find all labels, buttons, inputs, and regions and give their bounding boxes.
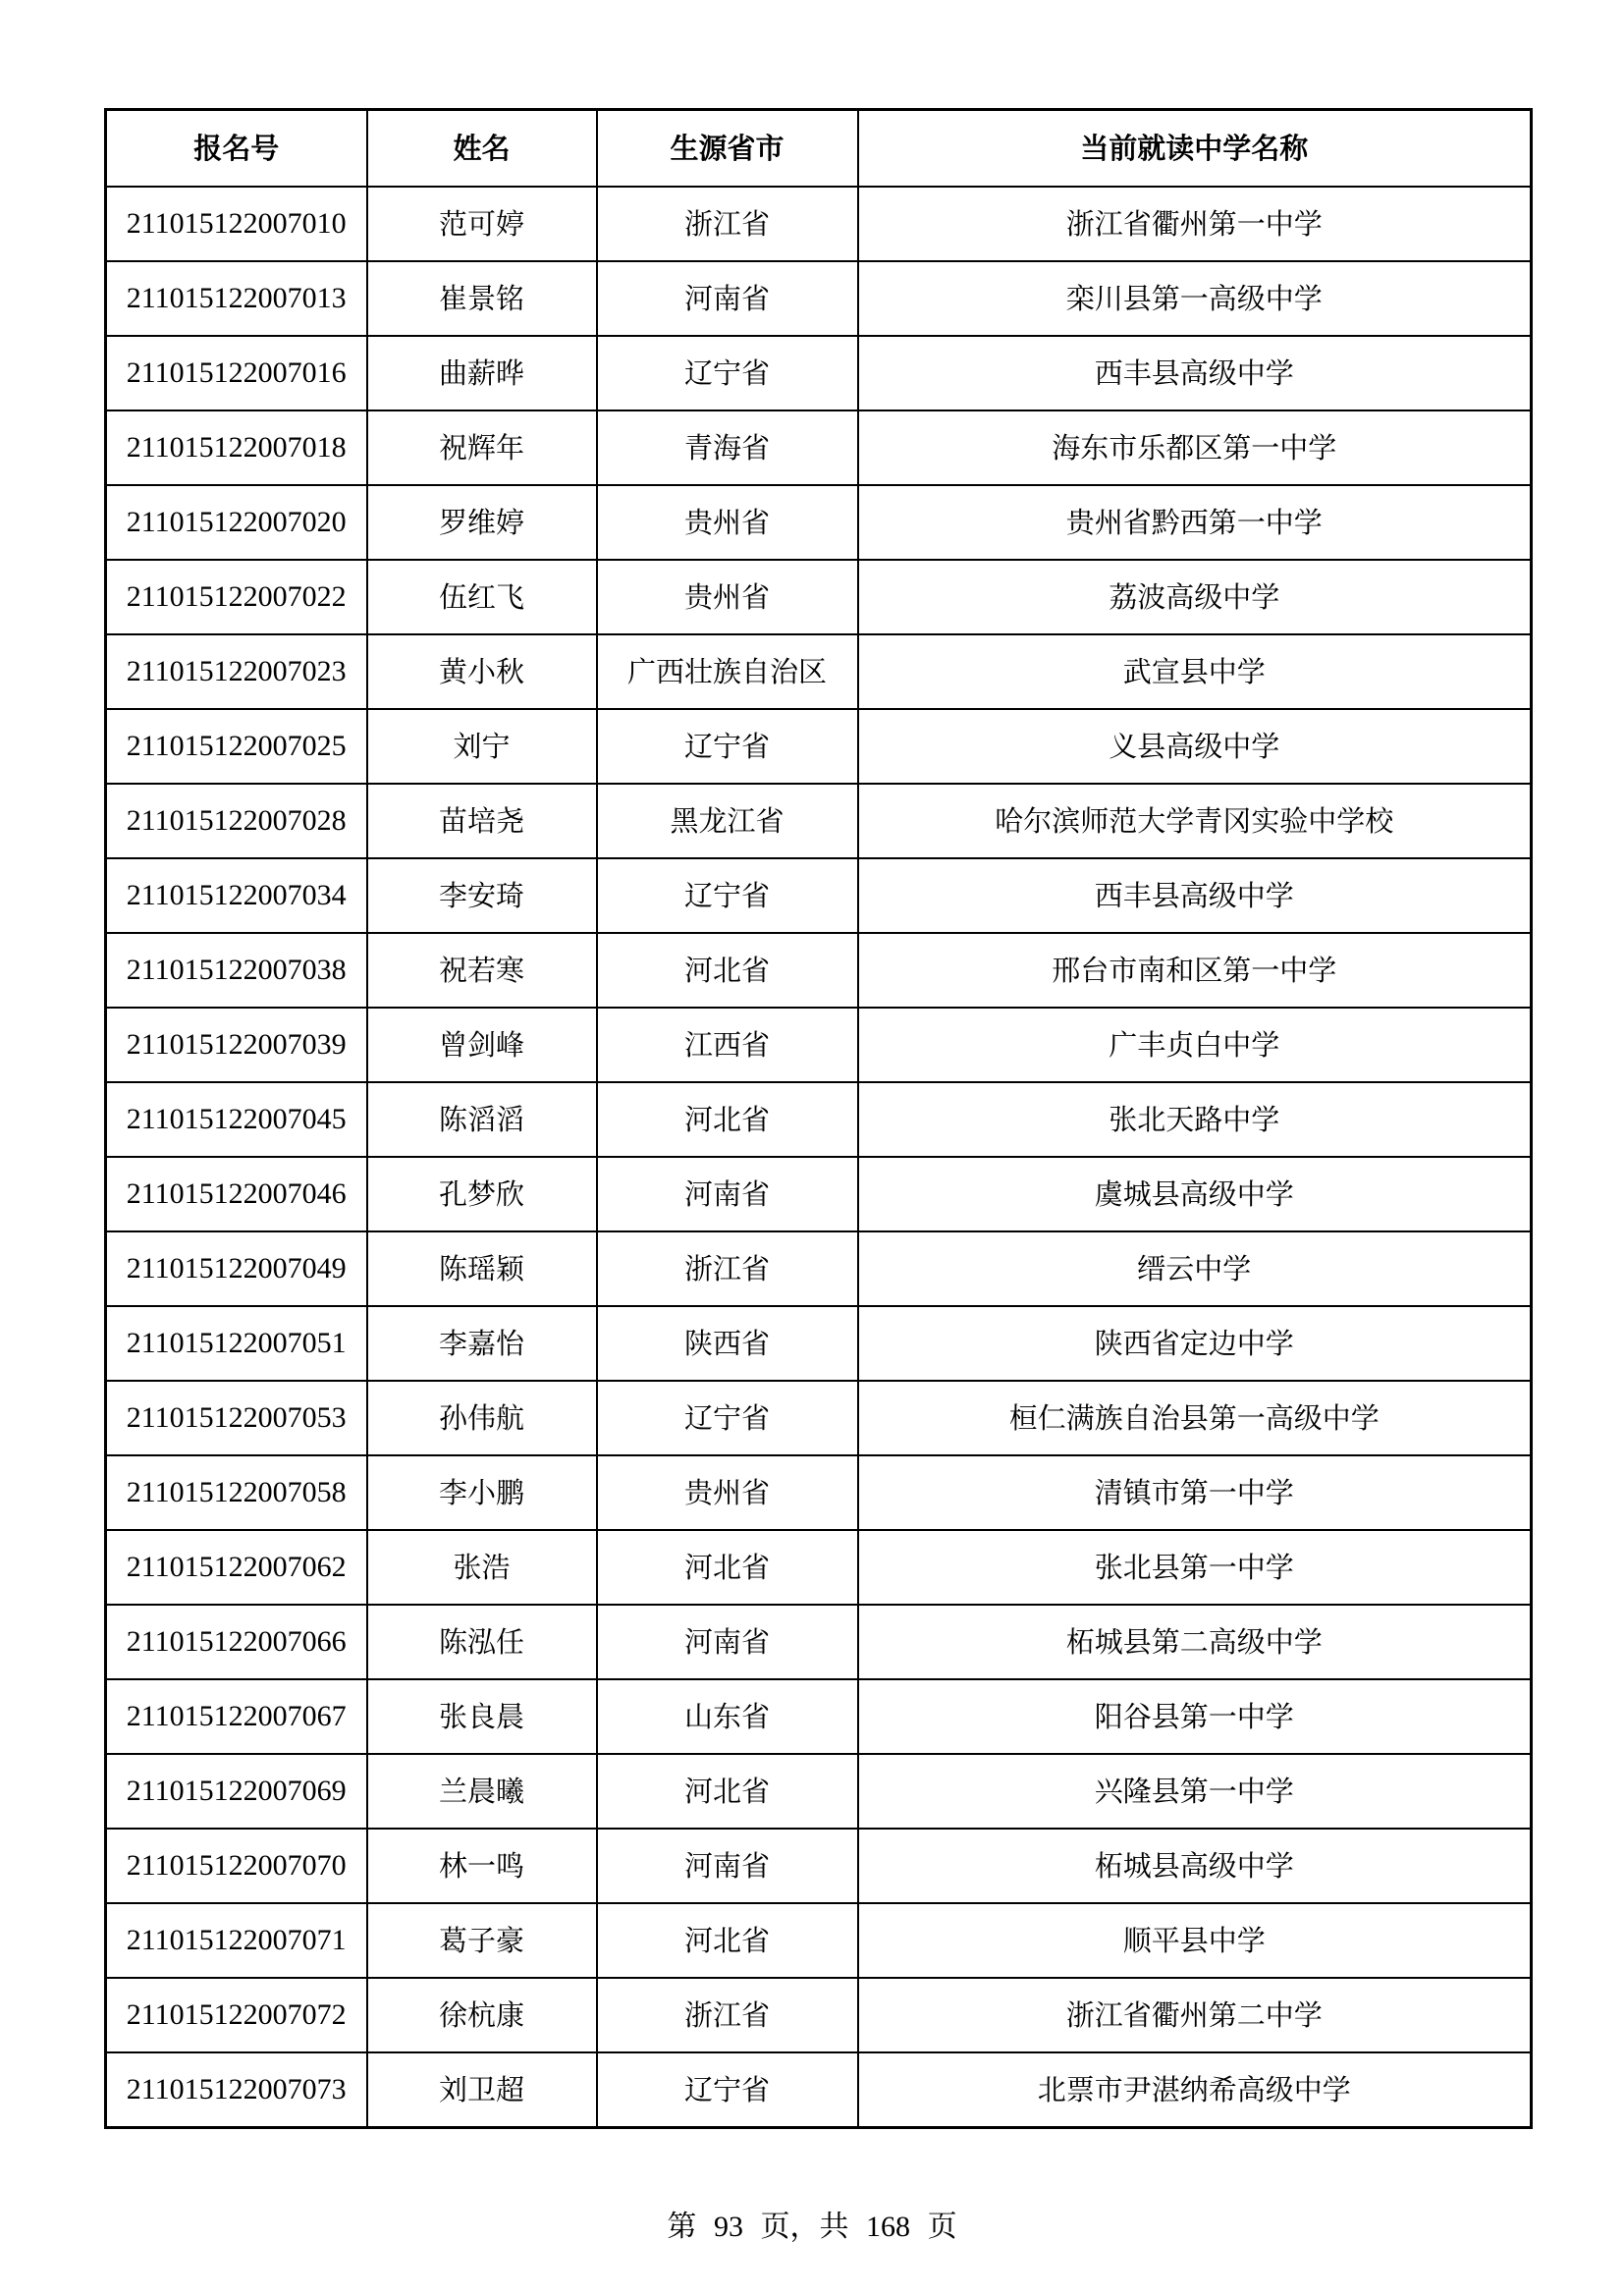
table-row (106, 261, 1532, 336)
cell-registration-number: 211015122007028 (106, 784, 367, 858)
cell-origin-province: 辽宁省 (597, 1381, 858, 1455)
cell-origin-province: 河北省 (597, 933, 858, 1008)
cell-registration-number: 211015122007010 (106, 187, 367, 261)
cell-origin-province: 广西壮族自治区 (597, 634, 858, 709)
cell-name: 伍红飞 (367, 560, 597, 634)
table-row (106, 1829, 1532, 1903)
cell-name: 范可婷 (367, 187, 597, 261)
cell-origin-province: 辽宁省 (597, 336, 858, 410)
cell-name: 林一鸣 (367, 1829, 597, 1903)
cell-registration-number: 211015122007058 (106, 1455, 367, 1530)
cell-name: 李小鹏 (367, 1455, 597, 1530)
cell-origin-province: 辽宁省 (597, 2052, 858, 2128)
header-registration-number: 报名号 (106, 110, 367, 188)
cell-origin-province: 陕西省 (597, 1306, 858, 1381)
cell-current-school: 海东市乐都区第一中学 (858, 410, 1532, 485)
cell-origin-province: 青海省 (597, 410, 858, 485)
cell-registration-number: 211015122007025 (106, 709, 367, 784)
cell-origin-province: 江西省 (597, 1008, 858, 1082)
cell-origin-province: 辽宁省 (597, 709, 858, 784)
table-row (106, 560, 1532, 634)
table-row (106, 1455, 1532, 1530)
cell-registration-number: 211015122007073 (106, 2052, 367, 2128)
table-row (106, 410, 1532, 485)
cell-registration-number: 211015122007066 (106, 1605, 367, 1679)
table-row (106, 1306, 1532, 1381)
cell-name: 曲薪晔 (367, 336, 597, 410)
cell-registration-number: 211015122007020 (106, 485, 367, 560)
cell-origin-province: 山东省 (597, 1679, 858, 1754)
cell-registration-number: 211015122007016 (106, 336, 367, 410)
table-row (106, 1530, 1532, 1605)
cell-name: 崔景铭 (367, 261, 597, 336)
cell-origin-province: 河南省 (597, 1157, 858, 1231)
cell-name: 陈瑶颖 (367, 1231, 597, 1306)
table-row (106, 1605, 1532, 1679)
cell-origin-province: 浙江省 (597, 1978, 858, 2052)
cell-registration-number: 211015122007023 (106, 634, 367, 709)
table-row (106, 187, 1532, 261)
header-origin-province: 生源省市 (597, 110, 858, 188)
table-row (106, 1903, 1532, 1978)
table-row (106, 784, 1532, 858)
table-row (106, 2052, 1532, 2128)
cell-name: 黄小秋 (367, 634, 597, 709)
cell-current-school: 张北天路中学 (858, 1082, 1532, 1157)
cell-current-school: 兴隆县第一中学 (858, 1754, 1532, 1829)
cell-current-school: 西丰县高级中学 (858, 336, 1532, 410)
cell-origin-province: 辽宁省 (597, 858, 858, 933)
cell-registration-number: 211015122007038 (106, 933, 367, 1008)
footer-prefix: 第 (667, 2210, 697, 2244)
table-row (106, 485, 1532, 560)
cell-current-school: 缙云中学 (858, 1231, 1532, 1306)
table-row (106, 709, 1532, 784)
cell-origin-province: 河北省 (597, 1754, 858, 1829)
cell-name: 李安琦 (367, 858, 597, 933)
table-row (106, 1157, 1532, 1231)
cell-name: 兰晨曦 (367, 1754, 597, 1829)
cell-origin-province: 河北省 (597, 1530, 858, 1605)
cell-current-school: 北票市尹湛纳希高级中学 (858, 2052, 1532, 2128)
cell-origin-province: 河北省 (597, 1903, 858, 1978)
cell-origin-province: 浙江省 (597, 1231, 858, 1306)
table-body (106, 187, 1532, 2128)
cell-registration-number: 211015122007067 (106, 1679, 367, 1754)
cell-current-school: 张北县第一中学 (858, 1530, 1532, 1605)
cell-name: 刘宁 (367, 709, 597, 784)
cell-origin-province: 贵州省 (597, 485, 858, 560)
cell-registration-number: 211015122007022 (106, 560, 367, 634)
header-name: 姓名 (367, 110, 597, 188)
cell-current-school: 义县高级中学 (858, 709, 1532, 784)
cell-current-school: 广丰贞白中学 (858, 1008, 1532, 1082)
cell-registration-number: 211015122007069 (106, 1754, 367, 1829)
cell-name: 张良晨 (367, 1679, 597, 1754)
table-row (106, 1754, 1532, 1829)
table-row (106, 1231, 1532, 1306)
cell-current-school: 桓仁满族自治县第一高级中学 (858, 1381, 1532, 1455)
cell-name: 孙伟航 (367, 1381, 597, 1455)
table-row (106, 336, 1532, 410)
cell-origin-province: 河南省 (597, 1605, 858, 1679)
cell-origin-province: 河南省 (597, 261, 858, 336)
table-row (106, 858, 1532, 933)
cell-registration-number: 211015122007018 (106, 410, 367, 485)
cell-current-school: 西丰县高级中学 (858, 858, 1532, 933)
cell-current-school: 浙江省衢州第一中学 (858, 187, 1532, 261)
footer-total-pages: 168 (866, 2211, 911, 2243)
cell-current-school: 柘城县高级中学 (858, 1829, 1532, 1903)
cell-registration-number: 211015122007053 (106, 1381, 367, 1455)
cell-name: 李嘉怡 (367, 1306, 597, 1381)
table-row (106, 1381, 1532, 1455)
cell-origin-province: 河南省 (597, 1829, 858, 1903)
cell-registration-number: 211015122007049 (106, 1231, 367, 1306)
cell-registration-number: 211015122007045 (106, 1082, 367, 1157)
cell-current-school: 浙江省衢州第二中学 (858, 1978, 1532, 2052)
cell-current-school: 荔波高级中学 (858, 560, 1532, 634)
cell-name: 葛子豪 (367, 1903, 597, 1978)
cell-current-school: 阳谷县第一中学 (858, 1679, 1532, 1754)
cell-name: 祝若寒 (367, 933, 597, 1008)
cell-name: 祝辉年 (367, 410, 597, 485)
cell-current-school: 顺平县中学 (858, 1903, 1532, 1978)
cell-origin-province: 贵州省 (597, 1455, 858, 1530)
footer-page-number: 93 (713, 2211, 743, 2243)
table-header-row (106, 110, 1532, 188)
cell-registration-number: 211015122007071 (106, 1903, 367, 1978)
cell-current-school: 武宣县中学 (858, 634, 1532, 709)
cell-registration-number: 211015122007051 (106, 1306, 367, 1381)
footer-middle: 页，共 (760, 2210, 849, 2244)
page-footer (0, 2202, 1624, 2245)
cell-name: 张浩 (367, 1530, 597, 1605)
table-row (106, 933, 1532, 1008)
cell-registration-number: 211015122007013 (106, 261, 367, 336)
cell-current-school: 贵州省黔西第一中学 (858, 485, 1532, 560)
cell-origin-province: 浙江省 (597, 187, 858, 261)
cell-current-school: 柘城县第二高级中学 (858, 1605, 1532, 1679)
cell-registration-number: 211015122007070 (106, 1829, 367, 1903)
cell-name: 罗维婷 (367, 485, 597, 560)
cell-name: 曾剑峰 (367, 1008, 597, 1082)
table-row (106, 1082, 1532, 1157)
cell-registration-number: 211015122007046 (106, 1157, 367, 1231)
table-row (106, 634, 1532, 709)
cell-origin-province: 贵州省 (597, 560, 858, 634)
cell-current-school: 栾川县第一高级中学 (858, 261, 1532, 336)
cell-name: 刘卫超 (367, 2052, 597, 2128)
table-row (106, 1978, 1532, 2052)
table-row (106, 1679, 1532, 1754)
cell-origin-province: 黑龙江省 (597, 784, 858, 858)
cell-name: 陈滔滔 (367, 1082, 597, 1157)
student-roster-table (104, 108, 1533, 2129)
cell-registration-number: 211015122007072 (106, 1978, 367, 2052)
cell-name: 徐杭康 (367, 1978, 597, 2052)
cell-current-school: 陕西省定边中学 (858, 1306, 1532, 1381)
cell-current-school: 虞城县高级中学 (858, 1157, 1532, 1231)
table-row (106, 1008, 1532, 1082)
cell-current-school: 清镇市第一中学 (858, 1455, 1532, 1530)
cell-name: 陈泓任 (367, 1605, 597, 1679)
cell-current-school: 哈尔滨师范大学青冈实验中学校 (858, 784, 1532, 858)
cell-registration-number: 211015122007039 (106, 1008, 367, 1082)
header-current-school: 当前就读中学名称 (858, 110, 1532, 188)
cell-registration-number: 211015122007034 (106, 858, 367, 933)
cell-registration-number: 211015122007062 (106, 1530, 367, 1605)
cell-name: 苗培尧 (367, 784, 597, 858)
footer-suffix: 页 (927, 2210, 957, 2244)
cell-name: 孔梦欣 (367, 1157, 597, 1231)
cell-current-school: 邢台市南和区第一中学 (858, 933, 1532, 1008)
cell-origin-province: 河北省 (597, 1082, 858, 1157)
